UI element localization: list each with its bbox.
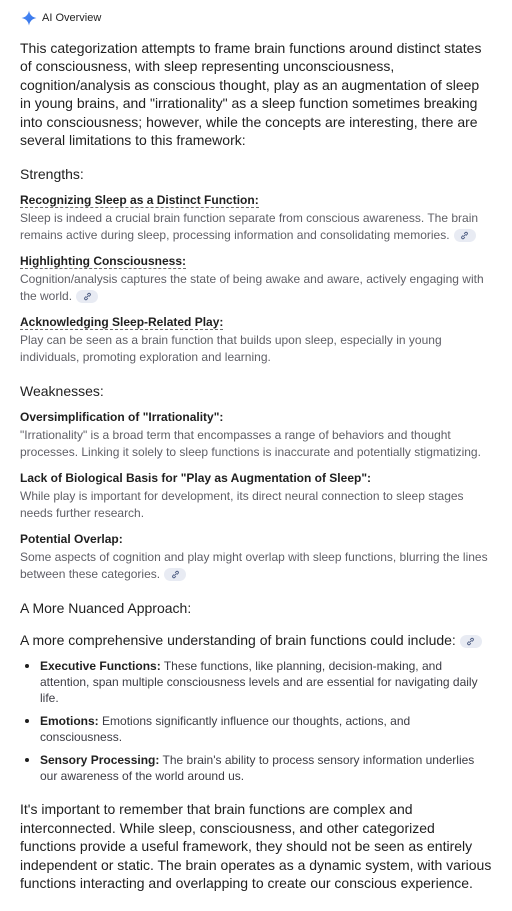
intro-paragraph: This categorization attempts to frame brain functions around distinct states of consciousness, with sleep representing unconsciousness, cognition/analysis as conscious thought, play as an augmentation of sleep in young brains, and "irrationality" as a sleep function sometimes breaking into consciousness; however, while the concepts are interesting, there are several limitations to this framework: xyxy=(20,40,482,149)
source-link-icon[interactable] xyxy=(76,290,98,303)
strength-1-desc: Sleep is indeed a crucial brain function separate from conscious awareness. The brain remains active during sleep, processing information and consolidating memories. xyxy=(20,211,479,243)
sparkle-icon xyxy=(21,10,37,26)
strength-1-title[interactable]: Recognizing Sleep as a Distinct Function: xyxy=(20,193,259,208)
strength-2-title[interactable]: Highlighting Consciousness: xyxy=(20,254,187,269)
strength-3-title[interactable]: Acknowledging Sleep-Related Play: xyxy=(20,315,224,330)
weakness-3-title: Potential Overlap: xyxy=(20,532,123,547)
source-link-icon[interactable] xyxy=(164,568,186,581)
approach-intro: A more comprehensive understanding of brain functions could include: xyxy=(20,631,492,649)
weakness-2-title: Lack of Biological Basis for "Play as Augmentation of Sleep": xyxy=(20,471,372,486)
source-link-icon[interactable] xyxy=(454,229,476,242)
approach-list xyxy=(20,658,492,784)
list-item: Executive Functions: These functions, like planning, decision-making, and attention, span multiple consciousness levels and are essential for navigating daily life. xyxy=(40,658,492,706)
weakness-1-desc: "Irrationality" is a broad term that encompasses a range of behaviors and thought processes. Linking it solely to sleep functions is inaccurate and potentially stigmatizing. xyxy=(20,428,481,460)
weakness-2-desc: While play is important for development, its direct neural connection to sleep stages needs further research. xyxy=(20,489,464,521)
source-link-icon[interactable] xyxy=(460,635,482,648)
weakness-1-title: Oversimplification of "Irrationality": xyxy=(20,410,224,425)
conclusion-paragraph: It's important to remember that brain functions are complex and interconnected. While sleep, consciousness, and other categorized functions provide a useful framework, they should not be seen as entirely independent or static. The brain operates as a dynamic system, with various functions interacting and overlapping to create our conscious experience. xyxy=(20,801,492,892)
strength-3-desc: Play can be seen as a brain function that builds upon sleep, especially in young individuals, promoting exploration and learning. xyxy=(20,333,442,365)
strength-2-desc: Cognition/analysis captures the state of being awake and aware, actively engaging with the world. xyxy=(20,272,484,304)
ai-overview-header xyxy=(21,9,492,27)
approach-heading: A More Nuanced Approach: xyxy=(20,600,192,617)
strengths-heading: Strengths: xyxy=(20,166,84,183)
list-item: Emotions: Emotions significantly influence our thoughts, actions, and consciousness. xyxy=(40,713,492,745)
list-item: Sensory Processing: The brain's ability to process sensory information underlies our awareness of the world around us. xyxy=(40,752,492,784)
weakness-3-desc: Some aspects of cognition and play might overlap with sleep functions, blurring the lines between these categories. xyxy=(20,550,488,582)
weaknesses-heading: Weaknesses: xyxy=(20,383,104,400)
ai-overview-title: AI Overview xyxy=(42,12,102,24)
